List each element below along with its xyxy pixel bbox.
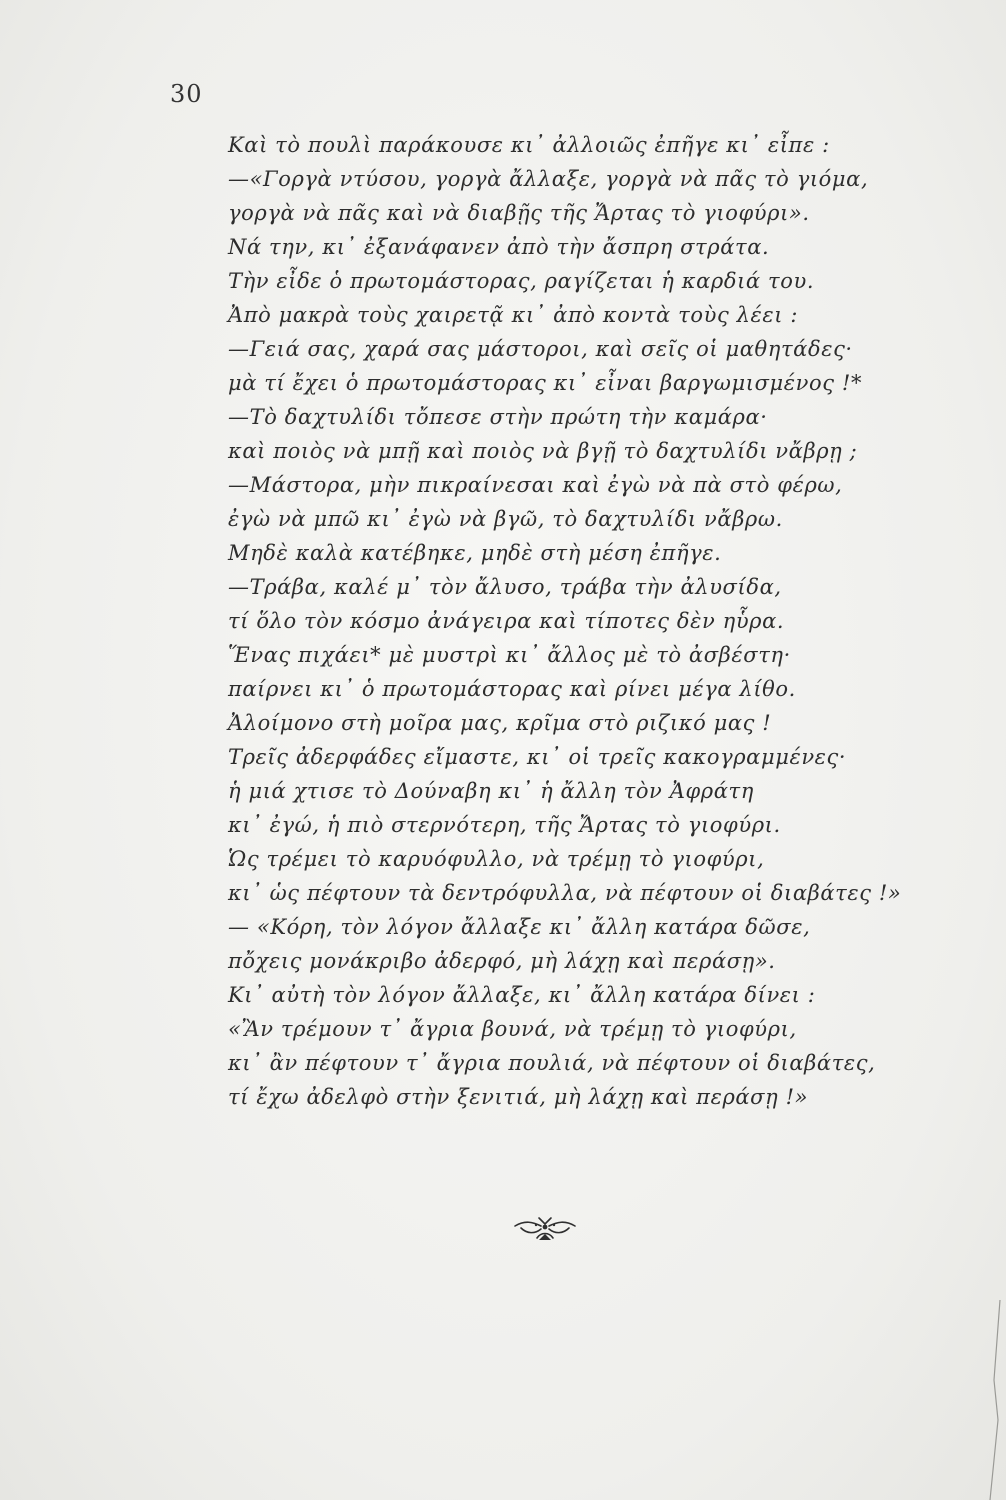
- verse-line: —Μάστορα, μὴν πικραίνεσαι καὶ ἐγὼ νὰ πὰ στὸ φέρω,: [228, 473, 843, 497]
- verse-line: «Ἂν τρέμουν τ᾿ ἄγρια βουνά, νὰ τρέμῃ τὸ γιοφύρι,: [228, 1017, 797, 1041]
- verse-line: Τὴν εἶδε ὁ πρωτομάστορας, ραγίζεται ἡ καρδιά του.: [228, 269, 815, 293]
- page-number: 30: [170, 80, 203, 108]
- verse-line: Καὶ τὸ πουλὶ παράκουσε κι᾿ ἀλλοιῶς ἐπῆγε κι᾿ εἶπε :: [228, 133, 830, 157]
- verse-line: κι᾿ ἂν πέφτουν τ᾿ ἄγρια πουλιά, νὰ πέφτουν οἱ διαβάτες,: [228, 1051, 876, 1075]
- verse-line: Ἀπὸ μακρὰ τοὺς χαιρετᾷ κι᾿ ἀπὸ κοντὰ τοὺς λέει :: [228, 303, 799, 327]
- page-edge-marks: [982, 1300, 1002, 1500]
- poem-text: [228, 128, 918, 1114]
- verse-line: πὄχεις μονάκριβο ἀδερφό, μὴ λάχῃ καὶ περάσῃ».: [228, 949, 776, 973]
- verse-line: μὰ τί ἔχει ὁ πρωτομάστορας κι᾿ εἶναι βαργωμισμένος !*: [228, 371, 863, 395]
- verse-line: κι᾿ ὡς πέφτουν τὰ δεντρόφυλλα, νὰ πέφτουν οἱ διαβάτες !»: [228, 881, 902, 905]
- verse-line: ἐγὼ νὰ μπῶ κι᾿ ἐγὼ νὰ βγῶ, τὸ δαχτυλίδι νἄβρω.: [228, 507, 783, 531]
- verse-line: κι᾿ ἐγώ, ἡ πιὸ στερνότερη, τῆς Ἄρτας τὸ γιοφύρι.: [228, 813, 781, 837]
- verse-line: Κι᾿ αὐτὴ τὸν λόγον ἄλλαξε, κι᾿ ἄλλη κατάρα δίνει :: [228, 983, 816, 1007]
- verse-line: καὶ ποιὸς νὰ μπῇ καὶ ποιὸς νὰ βγῇ τὸ δαχτυλίδι νἄβρῃ ;: [228, 439, 858, 463]
- verse-line: Ὡς τρέμει τὸ καρυόφυλλο, νὰ τρέμῃ τὸ γιοφύρι,: [228, 847, 765, 871]
- verse-line: Ἕνας πιχάει* μὲ μυστρὶ κι᾿ ἄλλος μὲ τὸ ἀσβέστη·: [228, 643, 791, 667]
- verse-line: παίρνει κι᾿ ὁ πρωτομάστορας καὶ ρίνει μέγα λίθο.: [228, 677, 796, 701]
- verse-line: γοργὰ νὰ πᾶς καὶ νὰ διαβῇς τῆς Ἄρτας τὸ γιοφύρι».: [228, 201, 810, 225]
- verse-line: ἡ μιά χτισε τὸ Δούναβη κι᾿ ἡ ἄλλη τὸν Ἀφράτη: [228, 779, 754, 803]
- verse-line: — «Κόρη, τὸν λόγον ἄλλαξε κι᾿ ἄλλη κατάρα δῶσε,: [228, 915, 811, 939]
- verse-line: —«Γοργὰ ντύσου, γοργὰ ἄλλαξε, γοργὰ νὰ πᾶς τὸ γιόμα,: [228, 167, 869, 191]
- verse-line: Ἀλοίμονο στὴ μοῖρα μας, κρῖμα στὸ ριζικό μας !: [228, 711, 772, 735]
- verse-line: —Τὸ δαχτυλίδι τὄπεσε στὴν πρώτη τὴν καμάρα·: [228, 405, 768, 429]
- verse-line: Μηδὲ καλὰ κατέβηκε, μηδὲ στὴ μέση ἐπῆγε.: [228, 541, 722, 565]
- verse-line: —Γειά σας, χαρά σας μάστοροι, καὶ σεῖς οἱ μαθητάδες·: [228, 337, 853, 361]
- verse-line: Νά την, κι᾿ ἐξανάφανεν ἀπὸ τὴν ἄσπρη στράτα.: [228, 235, 770, 259]
- floral-ornament-icon: [513, 1212, 577, 1244]
- verse-line: —Τράβα, καλέ μ᾿ τὸν ἄλυσο, τράβα τὴν ἀλυσίδα,: [228, 575, 782, 599]
- verse-line: Τρεῖς ἀδερφάδες εἴμαστε, κι᾿ οἱ τρεῖς κακογραμμένες·: [228, 745, 847, 769]
- verse-line: τί ὅλο τὸν κόσμο ἀνάγειρα καὶ τίποτες δὲν ηὗρα.: [228, 609, 785, 633]
- verse-line: τί ἔχω ἀδελφὸ στὴν ξενιτιά, μὴ λάχῃ καὶ περάσῃ !»: [228, 1085, 809, 1109]
